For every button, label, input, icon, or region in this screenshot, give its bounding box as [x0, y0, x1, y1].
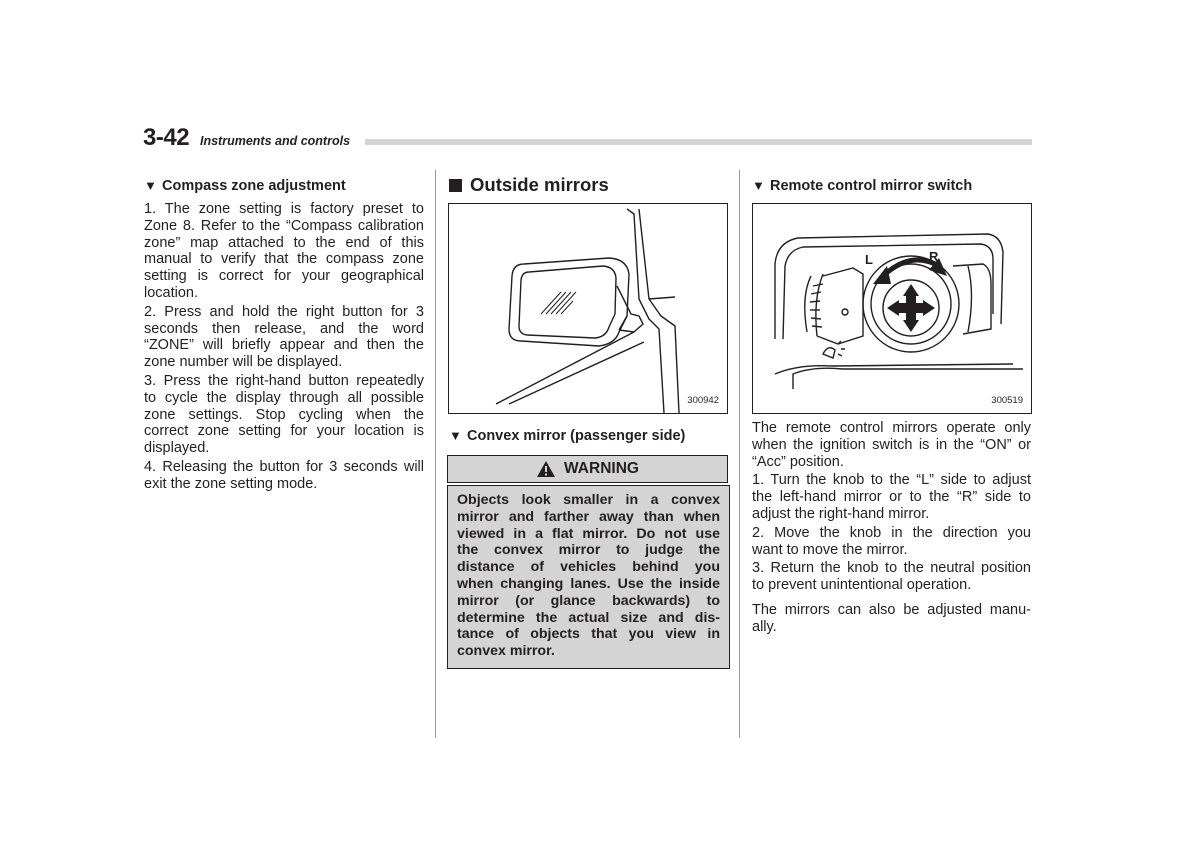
text-line: 1. The zone setting is factory preset to: [144, 201, 424, 217]
mirror-switch-illustration: [752, 203, 1032, 414]
figure-code: 300519: [991, 395, 1023, 406]
warning-line: tance of objects that you view in: [457, 626, 720, 643]
triangle-bullet-icon: ▼: [449, 428, 462, 443]
warning-line: viewed in a flat mirror. Do not use: [457, 525, 720, 542]
text-line: The remote control mirrors operate only: [752, 420, 1031, 436]
warning-header: [447, 455, 728, 483]
compass-zone-steps: [144, 201, 424, 495]
text-line: 4. Releasing the button for 3 seconds will: [144, 458, 424, 475]
step-paragraph: [144, 304, 424, 371]
text-line: “ZONE” will briefly appear and then the: [144, 337, 424, 354]
warning-line: when changing lanes. Use the inside: [457, 575, 720, 592]
mirror-illustration: [448, 203, 728, 414]
text-line: displayed.: [144, 440, 210, 457]
compass-zone-heading: ▼ Compass zone adjustment: [144, 178, 346, 194]
text-line: 2. Press and hold the right button for 3: [144, 303, 424, 320]
remote-mirror-instructions: [752, 420, 1031, 636]
text-line: to prevent unintentional operation.: [752, 577, 972, 594]
text-line: 1. Turn the knob to the “L” side to adjust: [752, 472, 1031, 489]
text-line: 3. Press the right-hand button repeatedly: [144, 372, 424, 389]
text-line: adjust the right-hand mirror.: [752, 505, 930, 522]
instruction-paragraph: [752, 472, 1031, 522]
step-paragraph: [144, 459, 424, 493]
text-line: want to move the mirror.: [752, 541, 908, 558]
text-line: exit the zone setting mode.: [144, 475, 318, 492]
warning-line: the convex mirror to judge the: [457, 542, 720, 559]
text-line: location.: [144, 284, 199, 301]
outside-mirrors-heading: Outside mirrors: [449, 174, 609, 196]
page-number: 3-42: [143, 124, 190, 151]
text-line: Zone 8. Refer to the “Compass calibration: [144, 217, 424, 234]
triangle-bullet-icon: ▼: [144, 178, 157, 193]
warning-line: mirror and farther away than when: [457, 508, 720, 525]
instruction-paragraph: [752, 525, 1031, 559]
warning-line: distance of vehicles behind you: [457, 559, 720, 576]
text-line: setting is correct for your geographical: [144, 268, 424, 285]
warning-body: [447, 485, 730, 669]
label-r: R: [929, 249, 939, 264]
instruction-paragraph: [752, 420, 1031, 470]
text-line: The mirrors can also be adjusted manu-: [752, 601, 1031, 618]
text-line: the left-hand mirror or to the “R” side to: [752, 489, 1031, 506]
warning-line: convex mirror.: [457, 643, 555, 660]
text-line: seconds then release, and the word: [144, 320, 424, 337]
warning-title: WARNING: [564, 460, 639, 477]
text-line: zone number will be displayed.: [144, 354, 343, 371]
column-divider-left: [435, 170, 436, 738]
column-divider-right: [739, 170, 740, 738]
section-title: Instruments and controls: [200, 134, 351, 148]
step-paragraph: [144, 201, 424, 302]
square-bullet-icon: [449, 179, 462, 192]
text-line: zone settings. Stop cycling when the: [144, 406, 424, 423]
warning-line: Objects look smaller in a convex: [457, 492, 720, 508]
text-line: when the ignition switch is in the “ON” or: [752, 436, 1031, 453]
figure-code: 300942: [687, 395, 719, 406]
page-header: [143, 124, 1032, 154]
remote-mirror-switch-heading: ▼ Remote control mirror switch: [752, 178, 973, 194]
text-line: 3. Return the knob to the neutral position: [752, 560, 1031, 577]
text-line: “Acc” position.: [752, 453, 844, 470]
label-l: L: [865, 252, 873, 267]
instruction-paragraph: [752, 560, 1031, 594]
convex-mirror-heading: ▼ Convex mirror (passenger side): [449, 428, 686, 444]
text-line: manual to verify that the compass zone: [144, 251, 424, 268]
triangle-bullet-icon: ▼: [752, 178, 765, 193]
closing-paragraph: [752, 602, 1031, 636]
text-line: correct zone setting for your location is: [144, 423, 424, 440]
text-line: to cycle the display through all possible: [144, 389, 424, 406]
warning-line: mirror (or glance backwards) to: [457, 592, 720, 609]
mirror-switch-drawing: [753, 204, 1031, 413]
text-line: zone” map attached to the end of this: [144, 234, 424, 251]
door-mirror-drawing: [449, 204, 727, 413]
warning-triangle-icon: [536, 460, 556, 478]
text-line: 2. Move the knob in the direction you: [752, 524, 1031, 541]
header-rule: [365, 139, 1032, 145]
step-paragraph: [144, 373, 424, 457]
text-line: ally.: [752, 618, 777, 635]
warning-line: determine the actual size and dis-: [457, 609, 720, 626]
